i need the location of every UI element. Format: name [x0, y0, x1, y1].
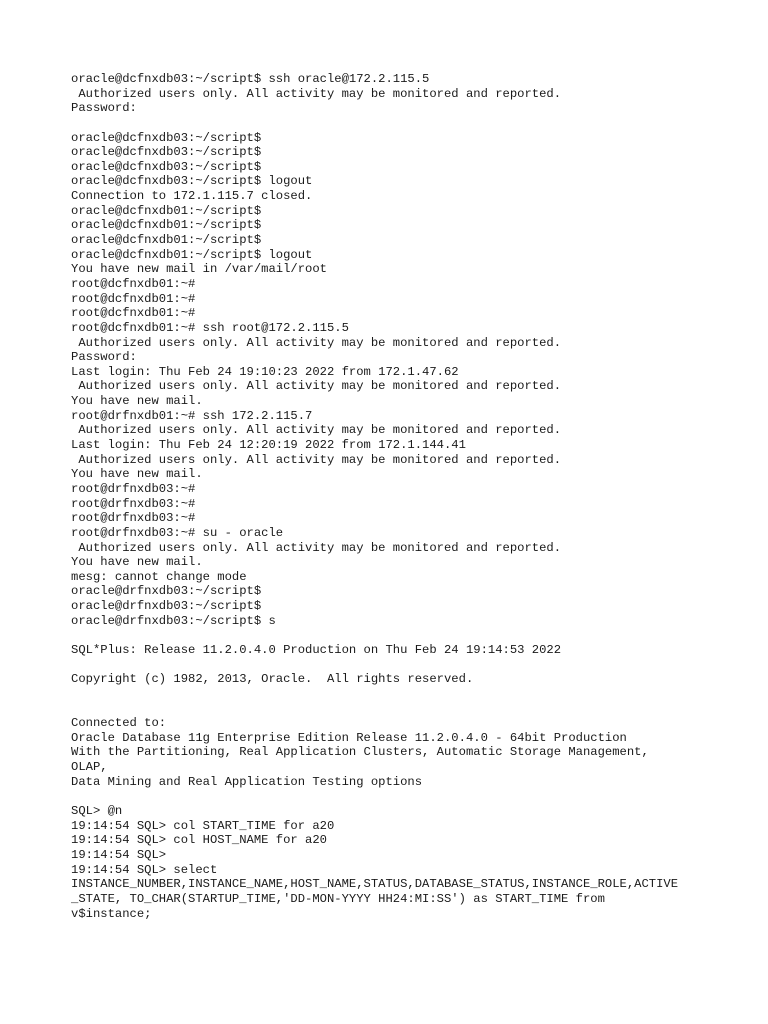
- transcript-line: Connection to 172.1.115.7 closed.: [71, 189, 313, 204]
- transcript-line: oracle@dcfnxdb01:~/script$: [71, 233, 262, 248]
- transcript-line: You have new mail.: [71, 394, 203, 409]
- transcript-line: [71, 116, 751, 131]
- transcript-line: 19:14:54 SQL> col START_TIME for a20: [71, 818, 335, 833]
- transcript-line: oracle@drfnxdb03:~/script$: [71, 584, 262, 599]
- transcript-line: Authorized users only. All activity may be monitored and reported.: [71, 540, 562, 555]
- transcript-line: Authorized users only. All activity may be monitored and reported.: [71, 379, 562, 394]
- transcript-line: Copyright (c) 1982, 2013, Oracle. All rights reserved.: [71, 672, 474, 687]
- transcript-line: You have new mail.: [71, 555, 203, 570]
- transcript-line: You have new mail in /var/mail/root: [71, 262, 327, 277]
- transcript-line: root@drfnxdb03:~#: [71, 496, 196, 511]
- transcript-line: Authorized users only. All activity may be monitored and reported.: [71, 423, 562, 438]
- transcript-line: _STATE, TO_CHAR(STARTUP_TIME,'DD-MON-YYYY HH24:MI:SS') as START_TIME from: [71, 891, 605, 906]
- transcript-line: Password:: [71, 350, 137, 365]
- transcript-line: [71, 789, 751, 804]
- transcript-line: [71, 702, 751, 717]
- transcript-line: Oracle Database 11g Enterprise Edition Release 11.2.0.4.0 - 64bit Production: [71, 730, 627, 745]
- transcript-line: oracle@dcfnxdb03:~/script$: [71, 130, 262, 145]
- transcript-line: mesg: cannot change mode: [71, 569, 247, 584]
- transcript-line: oracle@dcfnxdb01:~/script$: [71, 203, 262, 218]
- transcript-line: OLAP,: [71, 760, 108, 775]
- transcript-line: Data Mining and Real Application Testing options: [71, 774, 423, 789]
- transcript-line: 19:14:54 SQL>: [71, 847, 167, 862]
- transcript-line: Connected to:: [71, 716, 167, 731]
- transcript-line: root@dcfnxdb01:~# ssh root@172.2.115.5: [71, 320, 349, 335]
- transcript-line: root@dcfnxdb01:~#: [71, 306, 196, 321]
- transcript-line: Authorized users only. All activity may be monitored and reported.: [71, 335, 562, 350]
- transcript-line: oracle@dcfnxdb01:~/script$ logout: [71, 247, 313, 262]
- transcript-line: root@dcfnxdb01:~#: [71, 291, 196, 306]
- transcript-line: root@drfnxdb03:~#: [71, 481, 196, 496]
- transcript-line: Last login: Thu Feb 24 19:10:23 2022 from 172.1.47.62: [71, 364, 459, 379]
- transcript-line: root@drfnxdb03:~#: [71, 511, 196, 526]
- transcript-line: Authorized users only. All activity may be monitored and reported.: [71, 86, 562, 101]
- transcript-line: You have new mail.: [71, 467, 203, 482]
- transcript-line: root@dcfnxdb01:~#: [71, 276, 196, 291]
- transcript-line: Authorized users only. All activity may be monitored and reported.: [71, 452, 562, 467]
- transcript-line: root@drfnxdb03:~# su - oracle: [71, 525, 284, 540]
- transcript-line: oracle@dcfnxdb03:~/script$: [71, 159, 262, 174]
- transcript-line: [71, 658, 751, 673]
- transcript-line: oracle@dcfnxdb03:~/script$ ssh oracle@172.2.115.5: [71, 72, 430, 86]
- transcript-line: root@drfnxdb01:~# ssh 172.2.115.7: [71, 408, 313, 423]
- transcript-line: 19:14:54 SQL> select: [71, 862, 218, 877]
- transcript-line: oracle@dcfnxdb03:~/script$: [71, 145, 262, 160]
- transcript-line: oracle@dcfnxdb01:~/script$: [71, 218, 262, 233]
- transcript-line: Password:: [71, 101, 137, 116]
- transcript-line: With the Partitioning, Real Application Clusters, Automatic Storage Management,: [71, 745, 649, 760]
- transcript-line: SQL> @n: [71, 804, 123, 819]
- transcript-line: SQL*Plus: Release 11.2.0.4.0 Production on Thu Feb 24 19:14:53 2022: [71, 642, 562, 657]
- transcript-line: [71, 628, 751, 643]
- terminal-transcript: [71, 72, 751, 921]
- transcript-line: oracle@drfnxdb03:~/script$: [71, 599, 262, 614]
- transcript-line: v$instance;: [71, 906, 152, 921]
- transcript-line: [71, 687, 751, 702]
- transcript-line: INSTANCE_NUMBER,INSTANCE_NAME,HOST_NAME,STATUS,DATABASE_STATUS,INSTANCE_ROLE,ACTIVE: [71, 877, 679, 892]
- transcript-line: 19:14:54 SQL> col HOST_NAME for a20: [71, 833, 327, 848]
- transcript-line: Last login: Thu Feb 24 12:20:19 2022 from 172.1.144.41: [71, 438, 466, 453]
- transcript-line: oracle@drfnxdb03:~/script$ s: [71, 613, 276, 628]
- transcript-line: oracle@dcfnxdb03:~/script$ logout: [71, 174, 313, 189]
